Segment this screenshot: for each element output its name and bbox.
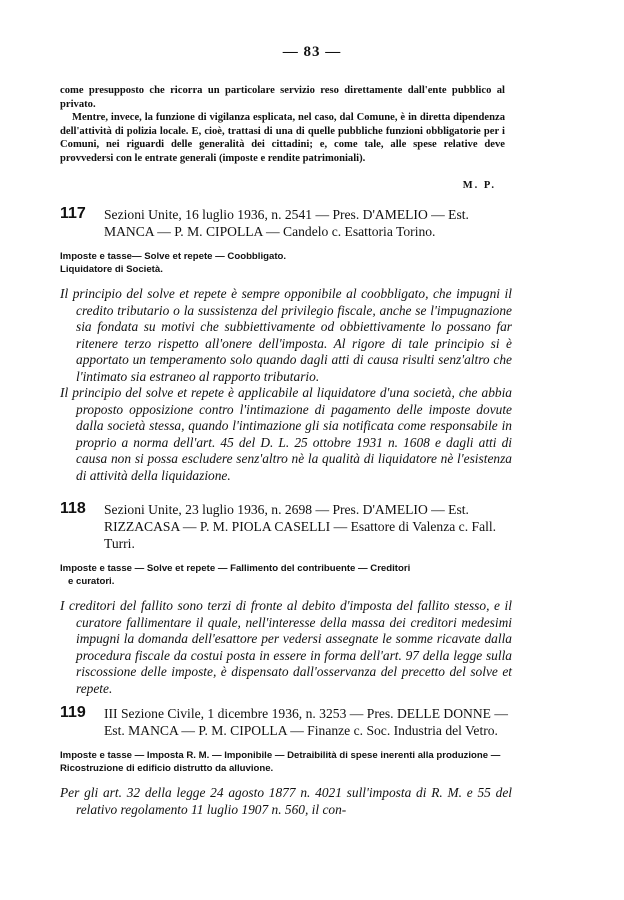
case-citation: Sezioni Unite, 16 luglio 1936, n. 2541 — Pres. D'AMELIO — Est. MANCA — P. M. CIPOLLA — Candelo c. Esattoria Torino. (104, 207, 469, 239)
case-heading (60, 501, 512, 552)
keyword-line: e curatori. (68, 576, 115, 587)
case-number: 117 (60, 205, 86, 222)
case-keywords (60, 562, 512, 588)
case-citation: III Sezione Civile, 1 dicembre 1936, n. 3253 — Pres. DELLE DONNE — Est. MANCA — P. M. CIPOLLA — Finanze c. Soc. Industria del Vetro. (104, 706, 508, 738)
case-number: 119 (60, 704, 86, 721)
page-number: — 83 — (282, 44, 342, 60)
keyword-line: Imposte e tasse — Imposta R. M. — Imponibile — Detraibilità di spese inerenti alla produzione — Ricostruzione di edificio distrutto da alluvione. (60, 750, 501, 774)
case-number: 118 (60, 500, 86, 517)
case-heading (60, 206, 512, 240)
case-citation: Sezioni Unite, 23 luglio 1936, n. 2698 — Pres. D'AMELIO — Est. RIZZACASA — P. M. PIOLA CASELLI — Esattore di Valenza c. Fall. Turri. (104, 502, 497, 551)
keyword-line: Imposte e tasse— Solve et repete — Coobbligato. (60, 251, 287, 262)
case-keywords (60, 250, 512, 276)
keyword-line: Imposte e tasse — Solve et repete — Fallimento del contribuente — Creditori (60, 563, 411, 574)
case-maxim: I creditori del fallito sono terzi di fronte al debito d'imposta del fallito stesso, e il curatore fallimentare il quale, nell'interesse della massa dei creditori medesimi impugni la domanda dell'esattore per vedersi assegnate le somme ricavate dalla procedura fiscale da costui posta in essere in forma dell'art. 97 della legge sulla riscossione delle imposte, è dispensato dall'osservanza del precetto del solve et repete. (60, 598, 512, 696)
case-117 (60, 206, 512, 484)
intro-paragraph-2: Mentre, invece, la funzione di vigilanza esplicata, nel caso, dal Comune, è in diretta dipendenza dell'attività di polizia locale. E, cioè, trattasi di una di quelle pubbliche funzioni obbligatorie per i Comuni, nei riguardi delle generalità dei cittadini; e, come tale, alle spese relative deve provvedersi con le entrate generali (imposte e rendite patrimoniali). (60, 112, 505, 164)
case-118 (60, 501, 512, 697)
case-maxim: Per gli art. 32 della legge 24 agosto 1877 n. 4021 sull'imposta di R. M. e 55 del relativo regolamento 11 luglio 1907 n. 560, il con- (60, 785, 512, 817)
case-119 (60, 705, 512, 818)
case-keywords (60, 749, 512, 775)
author-signature: M. P. (462, 180, 496, 191)
case-maxim: Il principio del solve et repete è applicabile al liquidatore d'una società, che abbia proposto opposizione contro l'intimazione di pagamento delle imposte dovute dalla società stessa, quando l'intimazione gli sia notificata come responsabile in proprio a norma dell'art. 45 del D. L. 25 ottobre 1931 n. 1608 e dagli atti di causa non si possa escludere senz'altro nè la qualità di liquidatore nè l'esistenza di attività della liquidazione. (60, 385, 512, 483)
intro-paragraph-1: come presupposto che ricorra un particolare servizio reso direttamente dall'ente pubblico al privato. (60, 85, 505, 110)
keyword-line: Liquidatore di Società. (60, 264, 163, 275)
case-heading (60, 705, 512, 739)
case-maxim: Il principio del solve et repete è sempre opponibile al coobbligato, che impugni il credito tributario o la sussistenza del privilegio fiscale, anche se l'impugnazione sia fondata su motivi che subbiettivamente od obbiettivamente lo possano far ritenere terzo rispetto all'onere dell'imposta. Al rigore di tale principio si è apportato un temperamento solo quando dagli atti di causa risulti senz'altro che l'intimato sia estraneo al rapporto tributario. (60, 286, 512, 384)
